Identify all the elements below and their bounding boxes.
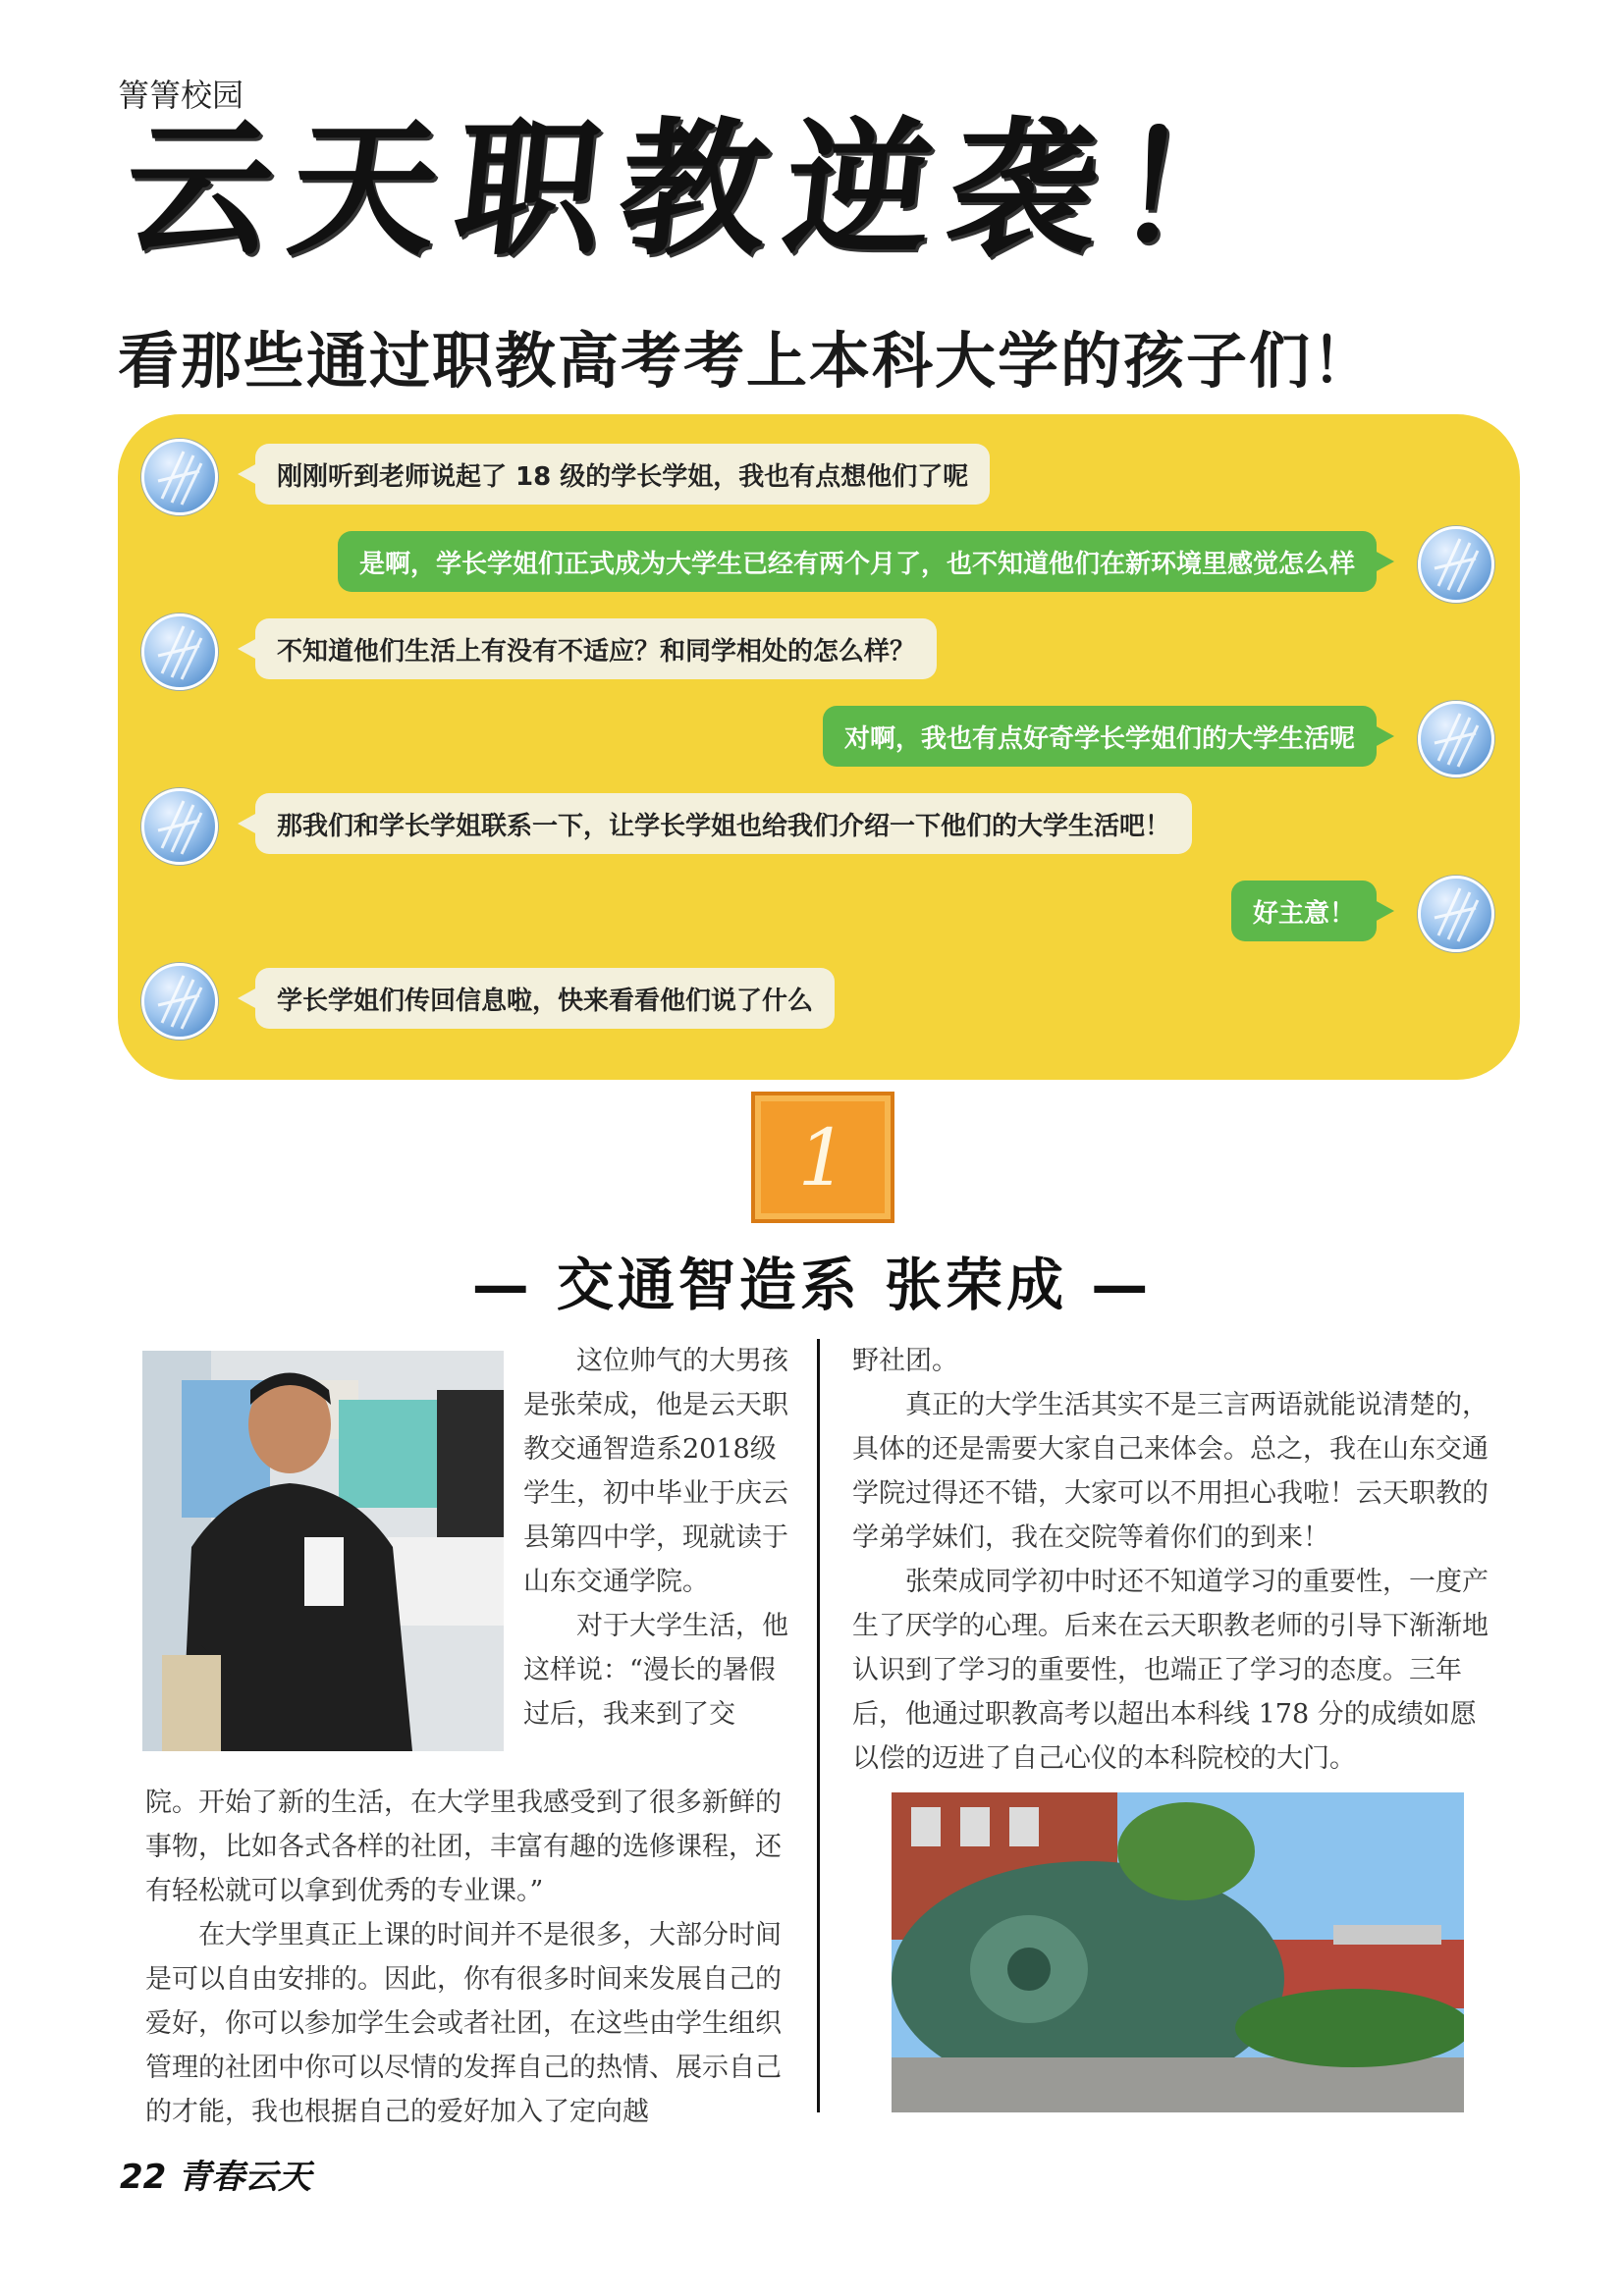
subtitle: 看那些通过职教高考考上本科大学的孩子们！	[118, 325, 1376, 397]
avatar-icon	[141, 439, 218, 515]
paragraph: 这位帅气的大男孩是张荣成，他是云天职教交通智造系2018级学生，初中毕业于庆云县第四中学，现就读于山东交通学院。	[523, 1346, 788, 1597]
article-beside-photo	[523, 1339, 794, 1736]
page-number: 22	[120, 2158, 167, 2197]
column-divider	[817, 1339, 820, 2112]
article-left-below	[145, 1781, 793, 2134]
paragraph: 张荣成同学初中时还不知道学习的重要性，一度产生了厌学的心理。后来在云天职教老师的引导下渐渐地认识到了学习的重要性，也端正了学习的态度。三年后，他通过职教高考以超出本科线 178 分的成绩如愿以偿的迈进了自己心仪的本科院校的大门。	[852, 1567, 1489, 1774]
avatar-icon	[1418, 701, 1494, 777]
paragraph: 野社团。	[852, 1346, 958, 1376]
chat-bubble-2: 是啊，学长学姐们正式成为大学生已经有两个月了，也不知道他们在新环境里感觉怎么样	[338, 531, 1377, 592]
avatar-icon	[141, 614, 218, 690]
avatar-icon	[141, 963, 218, 1040]
chat-bubble-5: 那我们和学长学姐联系一下，让学长学姐也给我们介绍一下他们的大学生活吧！	[255, 793, 1192, 854]
chat-bubble-4: 对啊，我也有点好奇学长学姐们的大学生活呢	[823, 706, 1377, 767]
section-number-box	[751, 1092, 894, 1223]
paragraph: 在大学里真正上课的时间并不是很多，大部分时间是可以自由安排的。因此，你有很多时间来发展自己的爱好，你可以参加学生会或者社团，在这些由学生组织管理的社团中你可以尽情的发挥自己的热情、展示自己的才能，我也根据自己的爱好加入了定向越	[145, 1920, 782, 2127]
paragraph: 真正的大学生活其实不是三言两语就能说清楚的，具体的还是需要大家自己来体会。总之，我在山东交通学院过得还不错，大家可以不用担心我啦！云天职教的学弟学妹们，我在交院等着你们的到来！	[852, 1390, 1489, 1553]
chat-bubble-3: 不知道他们生活上有没有不适应？和同学相处的怎么样？	[255, 618, 937, 679]
chat-bubble-7: 学长学姐们传回信息啦，快来看看他们说了什么	[255, 968, 835, 1029]
campus-photo	[892, 1792, 1464, 2112]
avatar-icon	[141, 788, 218, 865]
chat-bubble-6: 好主意！	[1231, 881, 1377, 941]
student-photo	[142, 1351, 504, 1751]
main-title: 云天职教逆袭！	[116, 103, 1290, 276]
avatar-icon	[1418, 876, 1494, 952]
paragraph: 对于大学生活，他这样说：“漫长的暑假过后，我来到了交	[523, 1611, 788, 1730]
section-number: 1	[797, 1111, 848, 1203]
chat-bubble-1: 刚刚听到老师说起了 18 级的学长学姐，我也有点想他们了呢	[255, 444, 990, 505]
section-label: 箐箐校园	[118, 77, 244, 114]
person-heading: — 交通智造系 张荣成 —	[471, 1252, 1153, 1318]
magazine-name: 青春云天	[178, 2158, 312, 2197]
avatar-icon	[1418, 526, 1494, 603]
chat-panel	[118, 414, 1520, 1080]
paragraph: 院。开始了新的生活，在大学里我感受到了很多新鲜的事物，比如各式各样的社团，丰富有趣的选修课程，还有轻松就可以拿到优秀的专业课。”	[145, 1788, 782, 1906]
page-footer	[120, 2150, 311, 2198]
article-right-column	[852, 1339, 1496, 1781]
